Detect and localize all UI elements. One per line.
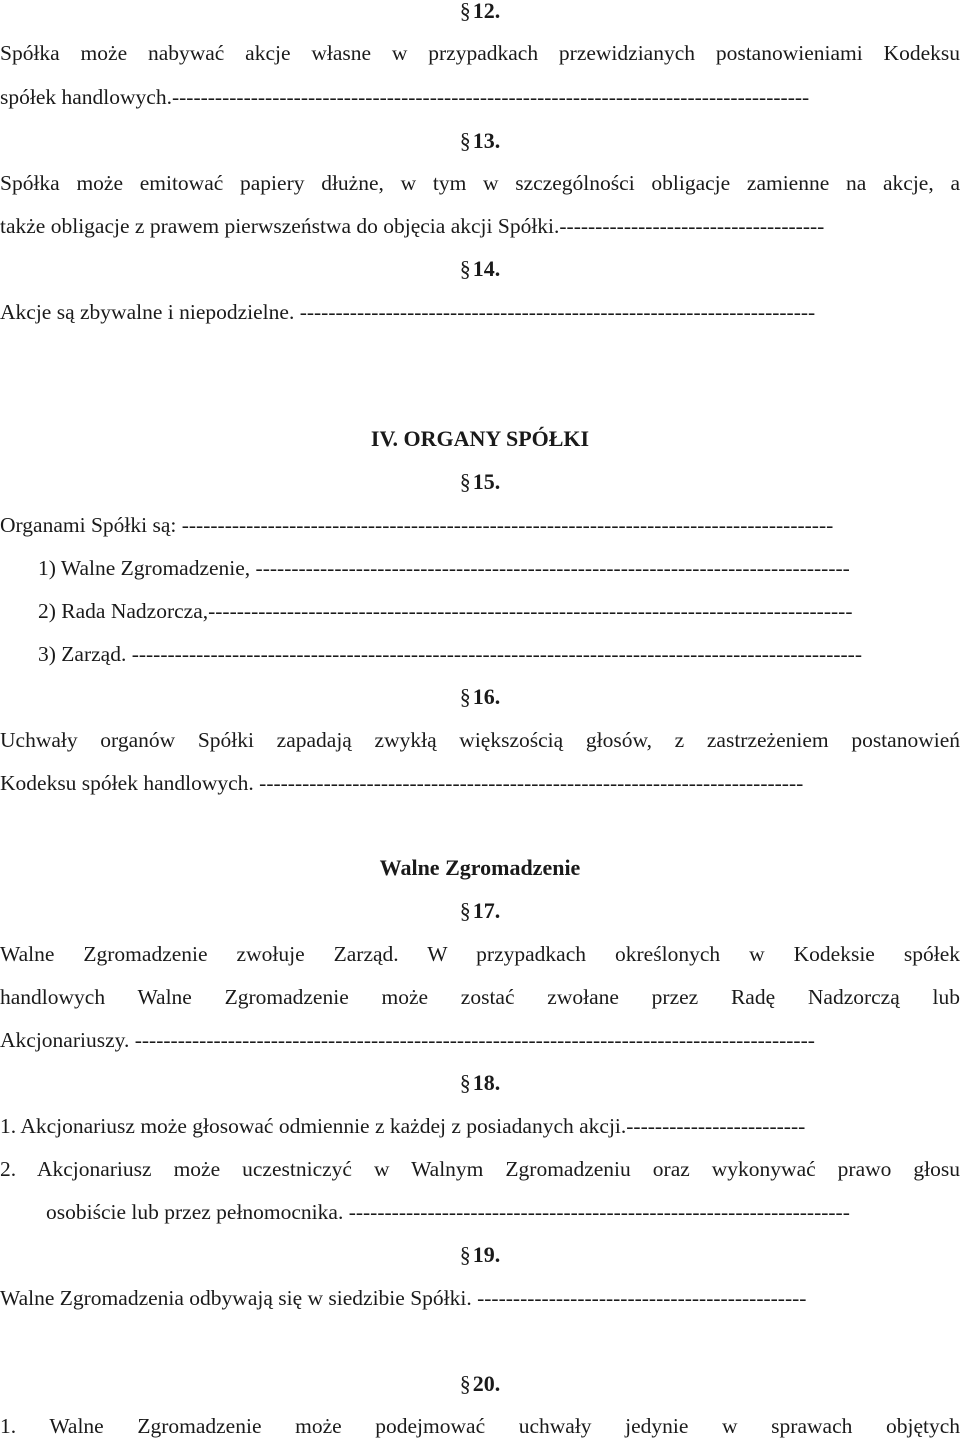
section-16-heading: §16. bbox=[459, 684, 501, 709]
section-19-heading: §19. bbox=[459, 1242, 501, 1267]
section-18-item-2-cont: osobiście lub przez pełnomocnika. ---------------------------------------------------------------------- bbox=[46, 1200, 850, 1224]
section-16-line-1: Uchwały organów Spółki zapadają zwykłą większością głosów, z zastrzeżeniem postanowień bbox=[0, 728, 960, 752]
section-12-line-1: Spółka może nabywać akcje własne w przypadkach przewidzianych postanowieniami Kodeksu bbox=[0, 41, 960, 65]
section-14-heading: §14. bbox=[459, 256, 501, 281]
section-14-line-1: Akcje są zbywalne i niepodzielne. ------------------------------------------------------------------------ bbox=[0, 300, 816, 324]
section-13-line-1: Spółka może emitować papiery dłużne, w tym w szczególności obligacje zamienne na akcje, a bbox=[0, 171, 960, 195]
section-20-item-1: 1. Walne Zgromadzenie może podejmować uchwały jedynie w sprawach objętych bbox=[0, 1414, 960, 1438]
section-15-item-1: 1) Walne Zgromadzenie, ----------------------------------------------------------------------------------- bbox=[38, 556, 850, 580]
section-17-line-3: Akcjonariuszy. ----------------------------------------------------------------------------------------------- bbox=[0, 1028, 815, 1052]
section-15-heading: §15. bbox=[459, 469, 501, 494]
section-16-line-2: Kodeksu spółek handlowych. ---------------------------------------------------------------------------- bbox=[0, 771, 804, 795]
chapter-heading: IV. ORGANY SPÓŁKI bbox=[370, 426, 590, 451]
section-13-heading: §13. bbox=[459, 128, 501, 153]
section-17-line-1: Walne Zgromadzenie zwołuje Zarząd. W przypadkach określonych w Kodeksie spółek bbox=[0, 942, 960, 966]
section-19-line-1: Walne Zgromadzenia odbywają się w siedzibie Spółki. ---------------------------------------------- bbox=[0, 1286, 807, 1310]
section-17-line-2: handlowych Walne Zgromadzenie może zostać zwołane przez Radę Nadzorczą lub bbox=[0, 985, 960, 1009]
section-13-line-2: także obligacje z prawem pierwszeństwa do objęcia akcji Spółki.------------------------------------- bbox=[0, 214, 825, 238]
section-18-heading: §18. bbox=[459, 1070, 501, 1095]
section-18-item-2: 2. Akcjonariusz może uczestniczyć w Walnym Zgromadzeniu oraz wykonywać prawo głosu bbox=[0, 1157, 960, 1181]
section-12-heading: §12. bbox=[459, 0, 501, 23]
section-18-item-1: 1. Akcjonariusz może głosować odmiennie z każdej z posiadanych akcji.------------------------- bbox=[0, 1114, 806, 1138]
section-15-item-3: 3) Zarząd. ------------------------------------------------------------------------------------------------------ bbox=[38, 642, 862, 666]
section-17-heading: §17. bbox=[459, 898, 501, 923]
section-15-item-2: 2) Rada Nadzorcza,------------------------------------------------------------------------------------------ bbox=[38, 599, 853, 623]
section-12-line-2: spółek handlowych.----------------------------------------------------------------------------------------- bbox=[0, 85, 810, 109]
section-20-heading: §20. bbox=[459, 1371, 501, 1396]
section-15-line-1: Organami Spółki są: ------------------------------------------------------------------------------------------- bbox=[0, 513, 834, 537]
subheading: Walne Zgromadzenie bbox=[379, 855, 581, 880]
